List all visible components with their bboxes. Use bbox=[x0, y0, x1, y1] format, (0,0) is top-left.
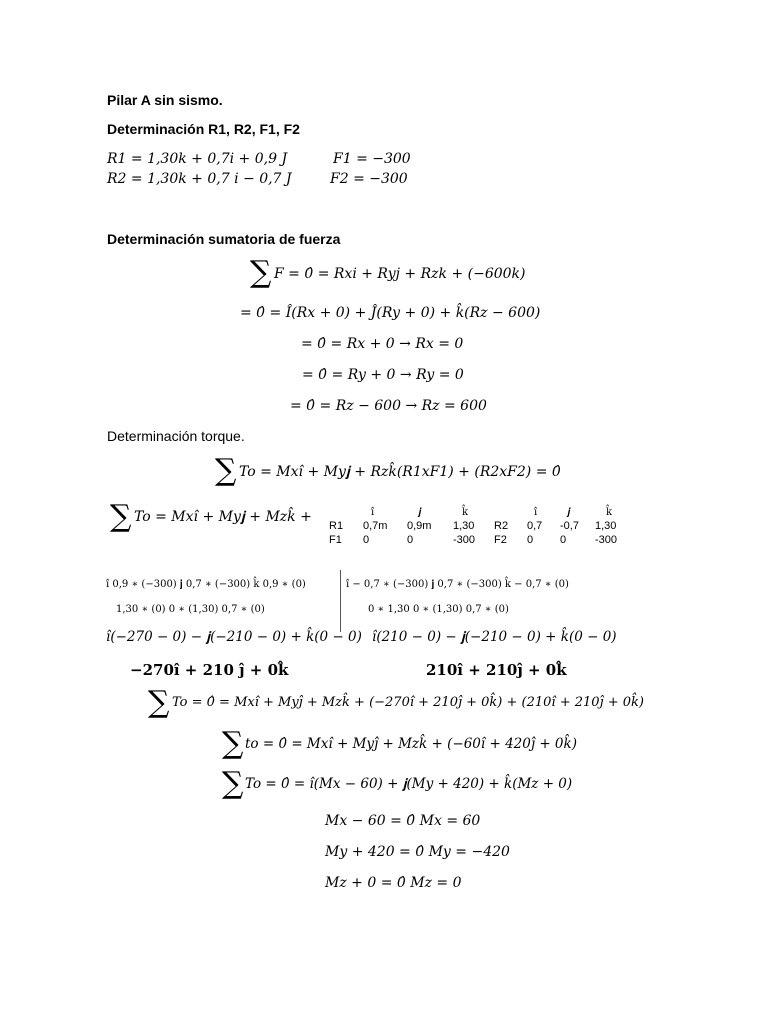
table2-row2-label: F2 bbox=[494, 534, 507, 546]
torque-equation-1: To = Mxî + My𝐣 + Rzk̂(R1xF1) + (R2xF2) = 0̂ bbox=[239, 464, 561, 480]
my-result: My + 420 = 0̂ My = −420 bbox=[325, 844, 510, 860]
section-heading-force: Determinación sumatoria de fuerza bbox=[107, 231, 341, 247]
r1-equation: R1 = 1,30k + 0,7i + 0,9 J bbox=[107, 151, 288, 167]
torque-sum-3: To = 0̂ = î(Mx − 60) + 𝐣(My + 420) + k̂(Mz + 0) bbox=[245, 776, 573, 792]
r2-equation: R2 = 1,30k + 0,7 i − 0,7 J bbox=[107, 171, 292, 187]
section-heading-r-f: Determinación R1, R2, F1, F2 bbox=[107, 121, 300, 137]
table1-row2-j: 0 bbox=[407, 534, 414, 546]
force-equation-4: = 0̂ = Ry + 0 → Ry = 0 bbox=[302, 367, 464, 383]
left-calc-line1: î 0,9 ∗ (−300) 𝐣 0,7 ∗ (−300) k̂ 0,9 ∗ (0) bbox=[106, 579, 306, 590]
left-calc-line2: 1,30 ∗ (0) 0 ∗ (1,30) 0,7 ∗ (0) bbox=[116, 604, 265, 615]
left-calc-result: î(−270 − 0) − 𝐣(−210 − 0) + k̂(0 − 0) bbox=[106, 629, 362, 645]
mx-result: Mx − 60 = 0̂ Mx = 60 bbox=[325, 813, 481, 829]
table1-row1-label: R1 bbox=[329, 520, 344, 532]
table2-head-k: k̂ bbox=[606, 507, 613, 518]
table1-row1-k: 1,30 bbox=[453, 520, 475, 532]
torque-equation-2: To = Mxî + My𝐣 + Mzk̂ + bbox=[134, 509, 312, 525]
vertical-divider bbox=[340, 570, 341, 632]
right-calc-line1: î − 0,7 ∗ (−300) 𝐣 0,7 ∗ (−300) k̂ − 0,7 ∗ (0) bbox=[346, 579, 569, 590]
torque-sum-1: To = 0̂ = Mxî + Myĵ + Mzk̂ + (−270î + 210ĵ + 0k̂) + (210î + 210ĵ + 0k̂) bbox=[172, 695, 644, 710]
table1-row2-label: F1 bbox=[329, 534, 342, 546]
torque-sum-2: to = 0̂ = Mxî + Myĵ + Mzk̂ + (−60î + 420ĵ + 0k̂) bbox=[245, 736, 577, 752]
table2-head-i: î bbox=[534, 507, 538, 518]
table1-head-j: 𝒋 bbox=[418, 507, 422, 518]
right-calc-result: î(210 − 0) − 𝐣(−210 − 0) + k̂(0 − 0) bbox=[372, 629, 617, 645]
section-heading-torque: Determinación torque. bbox=[107, 428, 245, 444]
table2-row1-k: 1,30 bbox=[595, 520, 617, 532]
force-equation-5: = 0̂ = Rz − 600 → Rz = 600 bbox=[290, 398, 487, 414]
right-calc-line2: 0 ∗ 1,30 0 ∗ (1,30) 0,7 ∗ (0) bbox=[368, 604, 509, 615]
table2-row2-k: -300 bbox=[595, 534, 618, 546]
sigma-symbol: ∑ bbox=[110, 499, 132, 534]
table2-head-j: 𝒋 bbox=[567, 507, 571, 518]
sigma-symbol: ∑ bbox=[222, 726, 244, 761]
table1-row2-i: 0 bbox=[363, 534, 370, 546]
f2-equation: F2 = −300 bbox=[330, 171, 408, 187]
force-equation-2: = 0̂ = Î(Rx + 0) + Ĵ(Ry + 0) + k̂(Rz − 600) bbox=[240, 305, 541, 321]
left-calc-simplified: −270î + 210 ĵ + 0k̂ bbox=[130, 661, 289, 679]
table1-row1-j: 0,9m bbox=[407, 520, 432, 532]
force-sum-equation: F = 0̂ = Rxi + Ryj + Rzk + (−600k) bbox=[274, 266, 526, 282]
right-calc-simplified: 210î + 210ĵ + 0k̂ bbox=[426, 661, 567, 679]
force-equation-3: = 0̂ = Rx + 0 → Rx = 0 bbox=[301, 336, 464, 352]
table1-row2-k: -300 bbox=[453, 534, 476, 546]
mz-result: Mz + 0 = 0̂ Mz = 0 bbox=[325, 875, 462, 891]
table2-row1-label: R2 bbox=[494, 520, 509, 532]
sigma-symbol: ∑ bbox=[148, 685, 170, 720]
f1-equation: F1 = −300 bbox=[333, 151, 411, 167]
sigma-symbol: ∑ bbox=[250, 255, 272, 290]
page-title: Pilar A sin sismo. bbox=[107, 92, 223, 108]
table1-row1-i: 0,7m bbox=[363, 520, 388, 532]
table2-row1-i: 0,7 bbox=[527, 520, 543, 532]
table2-row1-j: -0,7 bbox=[560, 520, 579, 532]
sigma-symbol: ∑ bbox=[215, 453, 237, 488]
sigma-symbol: ∑ bbox=[222, 766, 244, 801]
table2-row2-j: 0 bbox=[560, 534, 567, 546]
table2-row2-i: 0 bbox=[527, 534, 534, 546]
table1-head-i: î bbox=[371, 507, 375, 518]
table1-head-k: k̂ bbox=[462, 507, 469, 518]
